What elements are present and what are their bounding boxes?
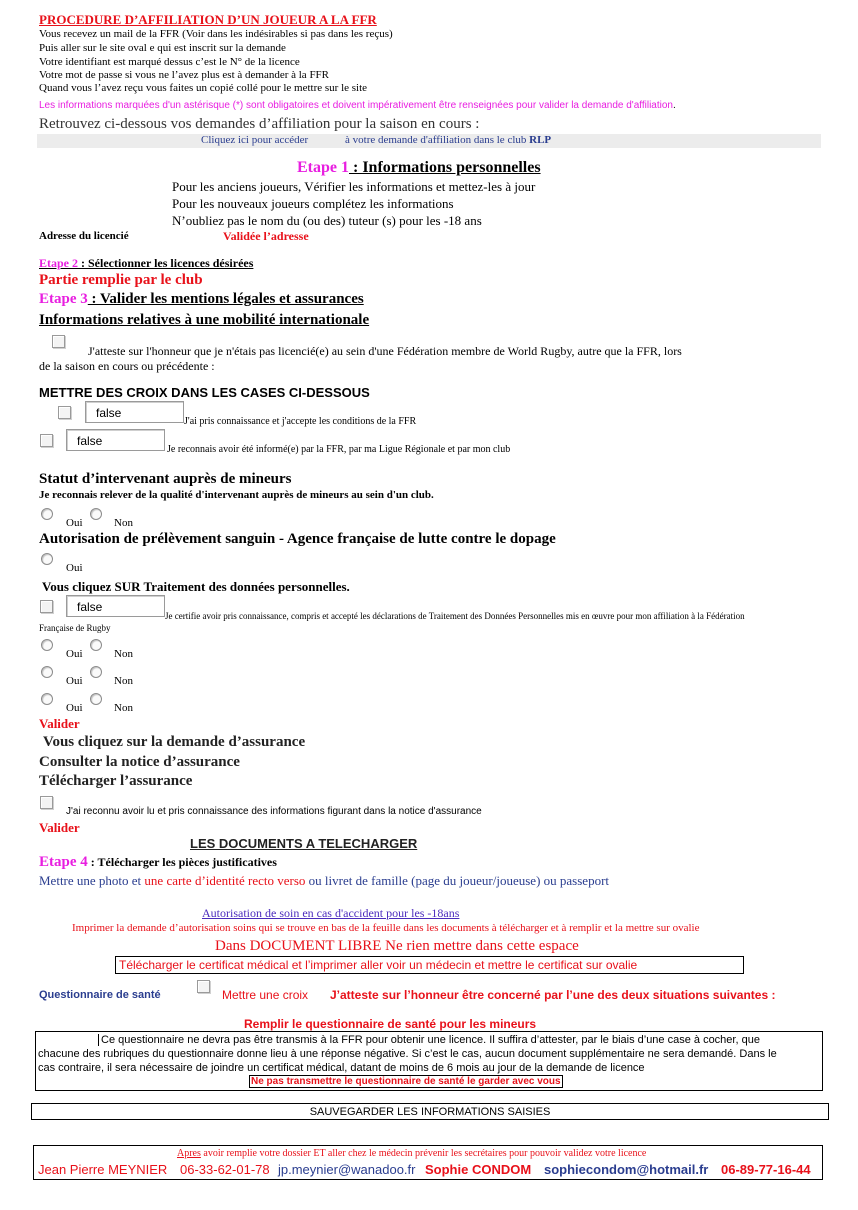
questionnaire-label: Questionnaire de santé <box>39 989 161 1001</box>
traitement-heading: Vous cliquez SUR Traitement des données personnelles. <box>42 579 350 594</box>
imprimer-instruction: Imprimer la demande d’autorisation soins qui se trouve en bas de la feuille dans les documents à télécharger et à remplir et la mettre sur ovalie <box>72 922 700 934</box>
etape2-heading: Etape 2 : Sélectionner les licences désirées <box>39 256 254 270</box>
instruction-line: Vous recevez un mail de la FFR (Voir dans les indésirables si pas dans les reçus) <box>39 28 393 40</box>
sante-paragraph: chacune des rubriques du questionnaire donne lieu à une réponse négative. Si c’est le cas, aucun document supplémentaire ne sera demandé. Dans le <box>38 1048 777 1060</box>
etape3-heading: Etape 3 : Valider les mentions légales et assurances <box>39 291 364 307</box>
etape1-line: Pour les nouveaux joueurs complétez les informations <box>172 196 454 211</box>
ne-pas-transmettre: Ne pas transmettre le questionnaire de santé le garder avec vous <box>251 1076 561 1087</box>
croix-hint: Mettre une croix <box>222 988 309 1002</box>
etape4-heading: Etape 4 : Télécharger les pièces justificatives <box>39 854 277 870</box>
informed-field[interactable]: false <box>66 429 165 451</box>
statut-sub: Je reconnais relever de la qualité d'intervenant auprès de mineurs au sein d'un club. <box>39 489 434 501</box>
sante-paragraph: Ce questionnaire ne devra pas être transmis à la FFR pour obtenir une licence. Il suffira d’attester, par le biais d’une case à cocher, que <box>98 1034 760 1046</box>
statut-non-radio[interactable] <box>90 508 102 520</box>
conditions-checkbox[interactable] <box>58 406 71 419</box>
asterisk-note: Les informations marquées d'un astérisque (*) sont obligatoires et doivent impérativement être renseignées pour valider la demande d'affiliation. <box>39 100 676 111</box>
conditions-text: J'ai pris connaissance et j'accepte les conditions de la FFR <box>184 416 417 427</box>
sante-checkbox[interactable] <box>197 980 210 993</box>
contact-phone-1: 06-33-62-01-78 <box>180 1162 270 1177</box>
contact-phone-2: 06-89-77-16-44 <box>721 1162 811 1177</box>
notice-text: J'ai reconnu avoir lu et pris connaissance des informations figurant dans la notice d'assurance <box>66 806 482 817</box>
statut-heading: Statut d’intervenant auprès de mineurs <box>39 471 292 487</box>
non-label: Non <box>114 648 133 660</box>
contact-email-1[interactable]: jp.meynier@wanadoo.fr <box>278 1162 416 1177</box>
contact-email-2[interactable]: sophiecondom@hotmail.fr <box>544 1162 709 1177</box>
oui-label: Oui <box>66 562 83 574</box>
traitement-non-radio-3[interactable] <box>90 693 102 705</box>
conditions-field[interactable]: false <box>85 401 184 423</box>
affiliation-link-bar[interactable] <box>37 134 821 148</box>
certifie-text: Française de Rugby <box>39 623 111 633</box>
oui-label: Oui <box>66 675 83 687</box>
etape1-line: N’oubliez pas le nom du (ou des) tuteur (s) pour les -18 ans <box>172 213 482 228</box>
informed-text: Je reconnais avoir été informé(e) par la FFR, par ma Ligue Régionale et par mon club <box>167 444 511 455</box>
oui-label: Oui <box>66 517 83 529</box>
notice-link[interactable]: Consulter la notice d’assurance <box>39 754 240 770</box>
statut-oui-radio[interactable] <box>41 508 53 520</box>
traitement-oui-radio-3[interactable] <box>41 693 53 705</box>
instruction-line: Votre mot de passe si vous ne l’avez plus est à demander à la FFR <box>39 69 330 81</box>
oui-label: Oui <box>66 702 83 714</box>
prelevement-oui-radio[interactable] <box>41 553 53 565</box>
informed-checkbox[interactable] <box>40 434 53 447</box>
autorisation-soin-link[interactable]: Autorisation de soin en cas d'accident pour les -18ans <box>202 906 460 920</box>
mobility-heading: Informations relatives à une mobilité internationale <box>39 312 370 328</box>
page-title: PROCEDURE D’AFFILIATION D’UN JOUEUR A LA FFR <box>39 12 377 27</box>
croix-instruction: METTRE DES CROIX DANS LES CASES CI-DESSOUS <box>39 385 370 400</box>
oui-label: Oui <box>66 648 83 660</box>
contact-name-1: Jean Pierre MEYNIER <box>38 1162 168 1177</box>
photo-instruction: Mettre une photo et une carte d’identité recto verso ou livret de famille (page du joueur/joueuse) ou passeport <box>39 873 610 888</box>
address-label: Adresse du licencié <box>39 230 129 242</box>
etape1-heading: Etape 1 : Informations personnelles <box>297 159 541 176</box>
save-button[interactable]: SAUVEGARDER LES INFORMATIONS SAISIES <box>31 1103 829 1120</box>
traitement-oui-radio-1[interactable] <box>41 639 53 651</box>
footer-note: Apres avoir remplie votre dossier ET aller chez le médecin prévenir les secrétaires pour pouvoir validez votre licence <box>177 1148 647 1159</box>
download-assurance-link[interactable]: Télécharger l’assurance <box>39 773 193 789</box>
instruction-line: Votre identifiant est marqué dessus c’est le N° de la licence <box>39 56 300 68</box>
footer-contact-box <box>33 1145 823 1180</box>
access-link-text: à votre demande d'affiliation dans le club RLP <box>345 134 552 146</box>
non-label: Non <box>114 675 133 687</box>
valider-button[interactable]: Valider <box>39 716 80 731</box>
non-label: Non <box>114 517 133 529</box>
instruction-line: Quand vous l’avez reçu vous faites un copié collé pour le mettre sur le site <box>39 82 368 94</box>
etape1-line: Pour les anciens joueurs, Vérifier les informations et mettez-les à jour <box>172 179 536 194</box>
traitement-field[interactable]: false <box>66 595 165 617</box>
attest-text: J'atteste sur l'honneur que je n'étais pas licencié(e) au sein d'une Fédération membre de World Rugby, autre que la FFR, lors <box>88 344 682 358</box>
mineurs-instruction: Remplir le questionnaire de santé pour les mineurs <box>244 1017 537 1031</box>
mobility-checkbox[interactable] <box>52 335 65 348</box>
traitement-checkbox[interactable] <box>40 600 53 613</box>
certificat-box <box>115 956 744 974</box>
documents-heading: LES DOCUMENTS A TELECHARGER <box>190 836 418 851</box>
document-libre-note: Dans DOCUMENT LIBRE Ne rien mettre dans cette espace <box>215 938 579 954</box>
certificat-instruction: Télécharger le certificat médical et l’imprimer aller voir un médecin et mettre le certificat sur ovalie <box>119 958 638 972</box>
prelevement-heading: Autorisation de prélèvement sanguin - Agence française de lutte contre le dopage <box>39 531 556 547</box>
non-label: Non <box>114 702 133 714</box>
valider-button[interactable]: Valider <box>39 820 80 835</box>
attest-text: de la saison en cours ou précédente : <box>39 359 215 373</box>
traitement-non-radio-1[interactable] <box>90 639 102 651</box>
instruction-line: Puis aller sur le site oval e qui est inscrit sur la demande <box>39 42 286 54</box>
contact-name-2: Sophie CONDOM <box>425 1162 532 1177</box>
sante-paragraph: cas contraire, il sera nécessaire de joindre un certificat médical, datant de moins de 6 mois au jour de la demande de licence <box>38 1062 645 1074</box>
sante-paragraph-box <box>35 1031 823 1091</box>
assurance-link[interactable]: Vous cliquez sur la demande d’assurance <box>43 734 306 750</box>
retrouvez-heading: Retrouvez ci-dessous vos demandes d’affiliation pour la saison en cours : <box>39 116 480 132</box>
address-validate-link[interactable]: Validée l’adresse <box>223 229 309 243</box>
access-link[interactable]: Cliquez ici pour accéder <box>201 134 309 146</box>
club-part-note: Partie remplie par le club <box>39 272 203 288</box>
traitement-oui-radio-2[interactable] <box>41 666 53 678</box>
certifie-text: Je certifie avoir pris connaissance, compris et accepté les déclarations de Traitement des Données Personnelles mis en œuvre pour mon affiliation à la Fédération <box>165 611 745 621</box>
atteste-sante: J’atteste sur l’honneur être concerné par l’une des deux situations suivantes : <box>330 988 776 1002</box>
notice-checkbox[interactable] <box>40 796 53 809</box>
traitement-non-radio-2[interactable] <box>90 666 102 678</box>
